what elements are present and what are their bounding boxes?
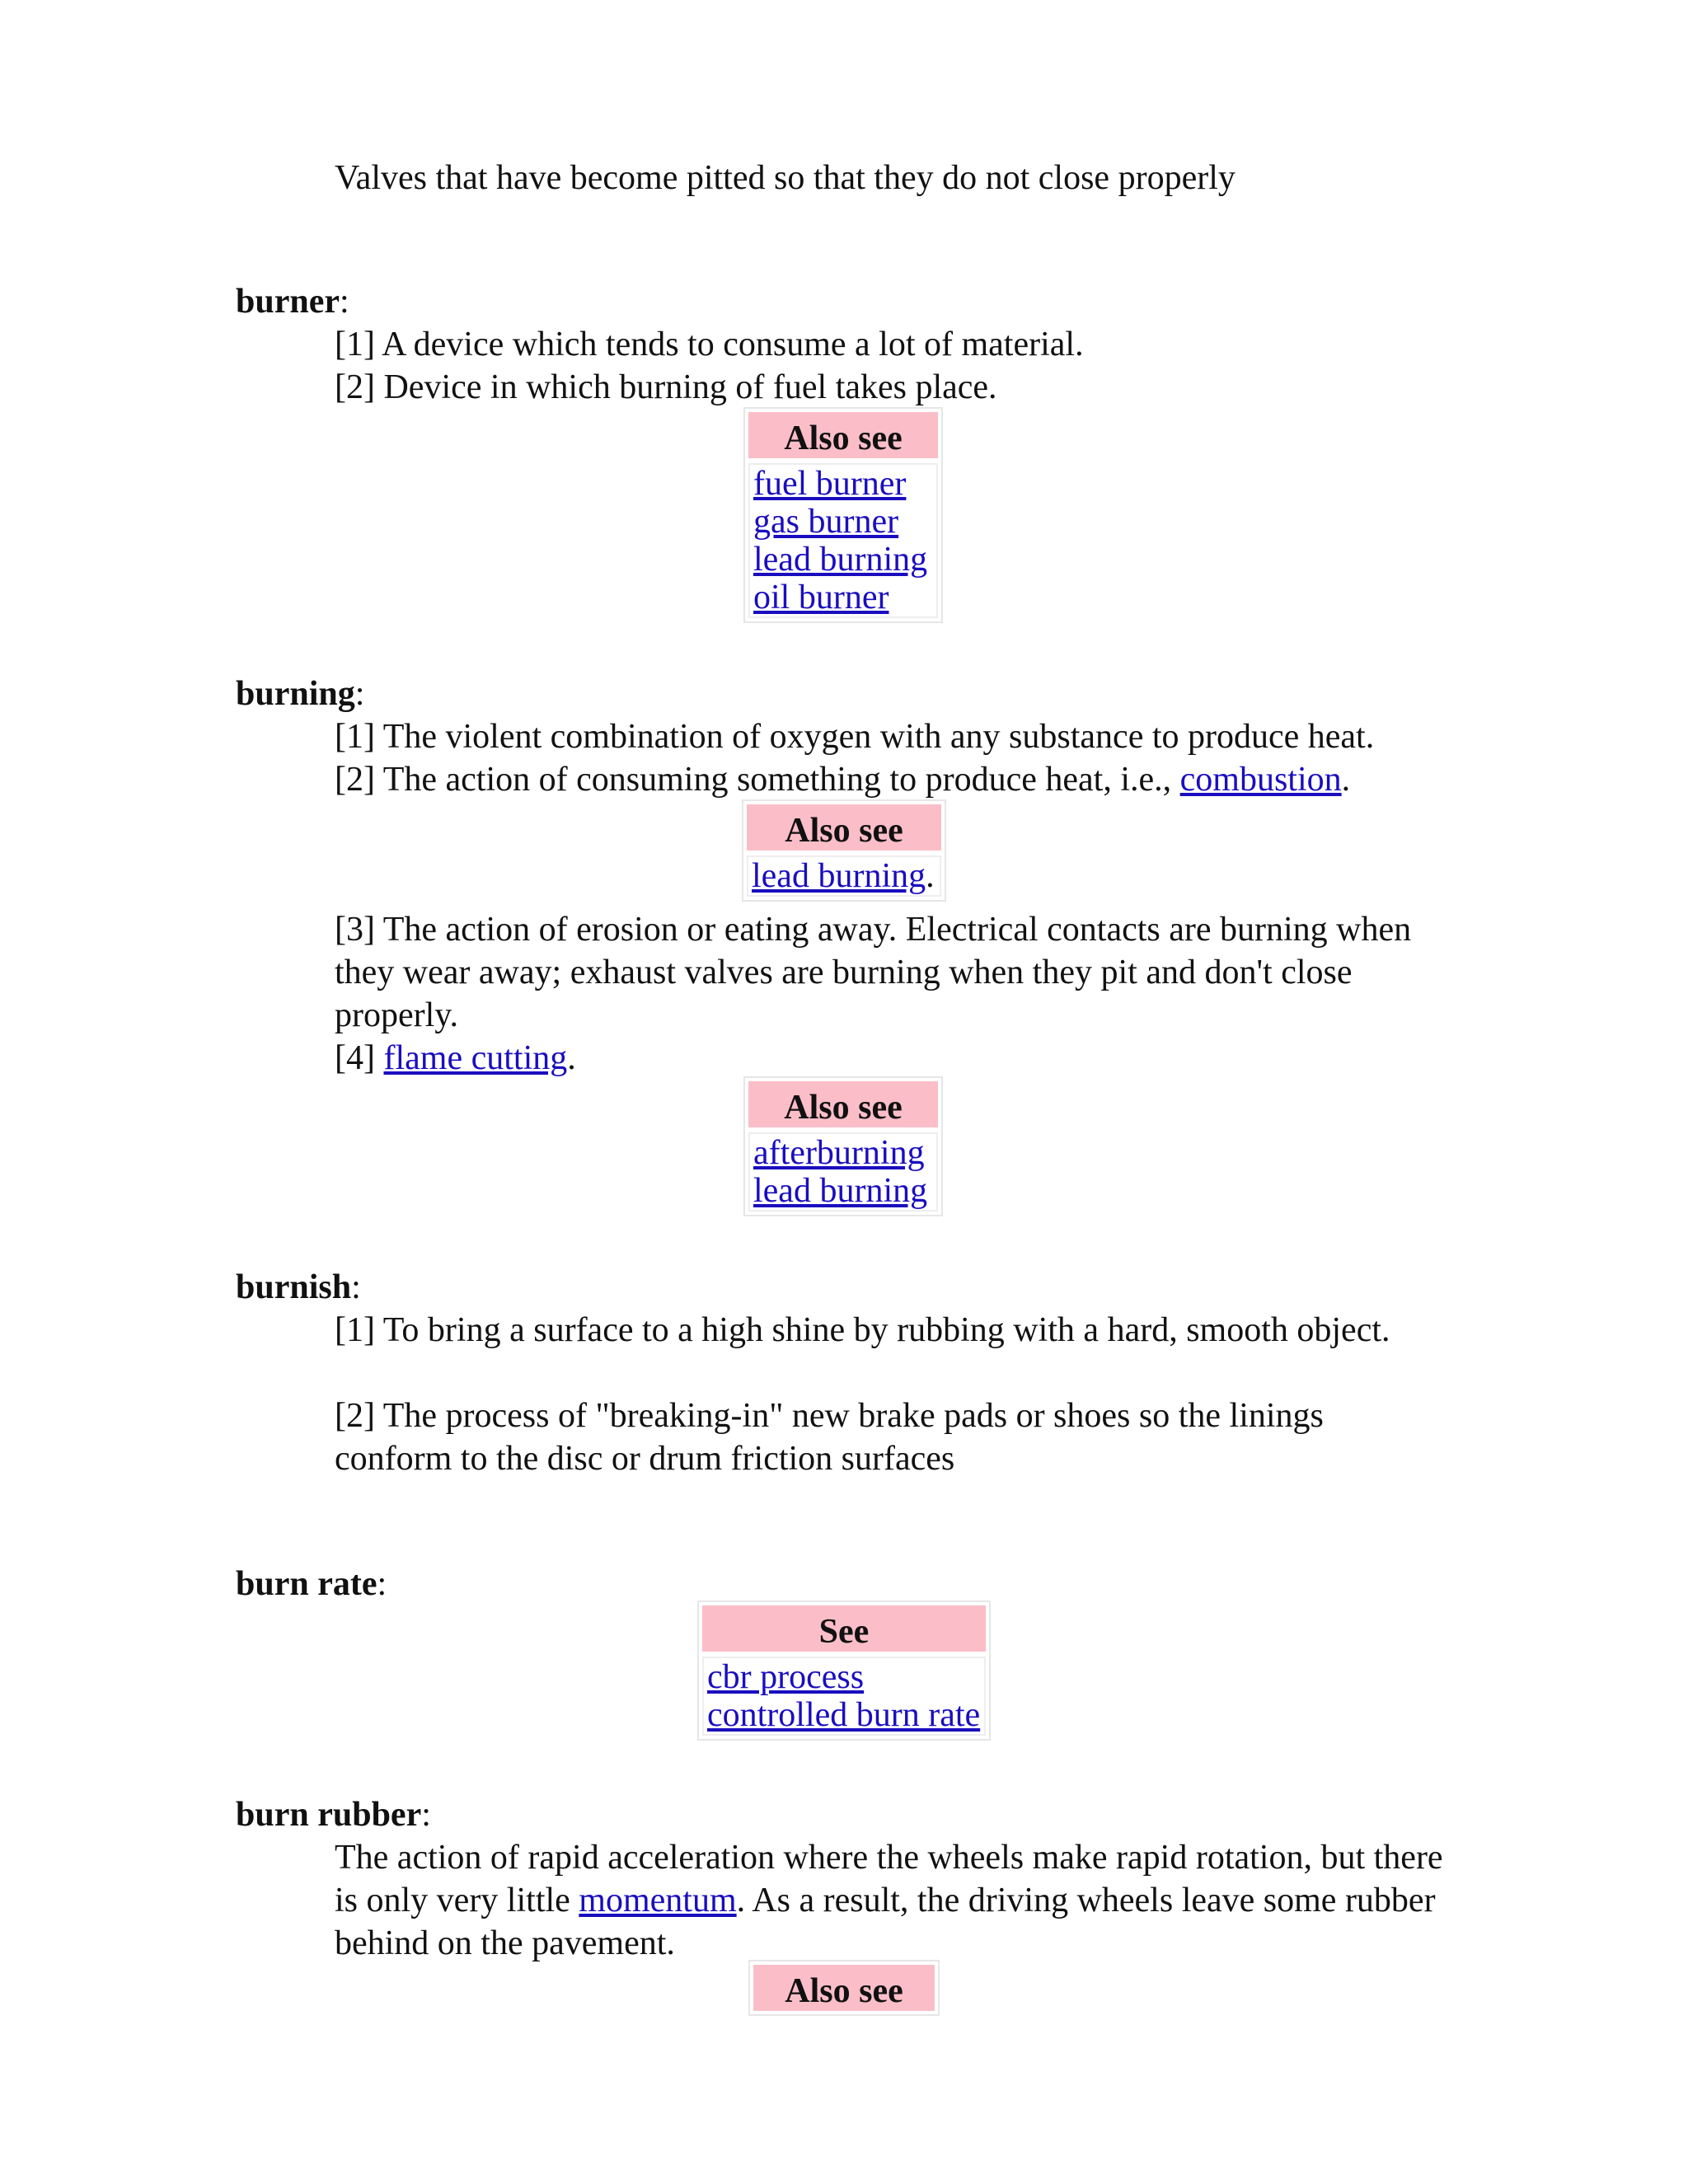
link-momentum[interactable]: momentum xyxy=(579,1882,737,1919)
burn-rubber-def-suffix: . As a result, the driving wheels leave some rubber behind on the pavement. xyxy=(335,1882,1436,1962)
burner-def-2: [2] Device in which burning of fuel takes place. xyxy=(335,368,997,406)
burning-def-2 xyxy=(335,758,1472,801)
burnish-def-1: [1] To bring a surface to a high shine by rubbing with a hard, smooth object. xyxy=(335,1311,1390,1349)
burner-def-1: [1] A device which tends to consume a lot of material. xyxy=(335,326,1084,363)
term-label: burn rate xyxy=(236,1565,377,1603)
burn-rubber-def xyxy=(335,1836,1464,1965)
burn-rubber-also-see-box xyxy=(748,1960,940,2016)
term-burnish xyxy=(236,1266,361,1309)
term-label: burning xyxy=(236,675,355,713)
link-afterburning[interactable]: afterburning xyxy=(753,1134,925,1172)
burning-def-4-prefix: [4] xyxy=(335,1039,384,1077)
burning-def-4 xyxy=(335,1037,1472,1080)
term-colon: : xyxy=(421,1796,431,1834)
term-burning xyxy=(236,673,364,715)
also-see-header: Also see xyxy=(753,1965,935,2011)
link-fuel-burner[interactable]: fuel burner xyxy=(753,465,907,503)
term-burn-rubber xyxy=(236,1793,431,1836)
see-list xyxy=(702,1657,986,1736)
burning-also-see-box-1 xyxy=(742,799,946,902)
burning-def-1: [1] The violent combination of oxygen with any substance to produce heat. xyxy=(335,718,1375,756)
link-lead-burning[interactable]: lead burning xyxy=(753,541,928,579)
burning-also-see-box-2 xyxy=(743,1076,943,1216)
see-header: See xyxy=(702,1605,986,1652)
burn-rubber-def-text: The action of rapid acceleration where the wheels make rapid rotation, but there is only very little xyxy=(335,1839,1443,1919)
term-label: burner xyxy=(236,283,340,321)
also-see-header: Also see xyxy=(748,1081,938,1127)
term-burn-rate xyxy=(236,1563,387,1605)
term-label: burnish xyxy=(236,1268,352,1306)
also-see-list xyxy=(748,463,938,618)
link-lead-burning[interactable]: lead burning xyxy=(752,857,926,895)
intro-text: Valves that have become pitted so that they do not close properly xyxy=(335,159,1236,197)
also-see-header: Also see xyxy=(748,412,938,458)
link-gas-burner[interactable]: gas burner xyxy=(753,503,899,541)
term-colon: : xyxy=(354,675,365,713)
link-combustion[interactable]: combustion xyxy=(1179,761,1342,799)
term-colon: : xyxy=(340,283,349,321)
link-flame-cutting[interactable]: flame cutting xyxy=(383,1039,568,1077)
burn-rate-see-box xyxy=(697,1601,991,1741)
term-label: burn rubber xyxy=(236,1796,422,1834)
also-see-header: Also see xyxy=(747,804,941,851)
also-see-list xyxy=(747,855,941,897)
also-see-list xyxy=(748,1132,938,1212)
term-colon: : xyxy=(351,1268,361,1306)
burning-def-4-suffix: . xyxy=(567,1039,576,1077)
link-controlled-burn-rate[interactable]: controlled burn rate xyxy=(707,1696,981,1734)
link-cbr-process[interactable]: cbr process xyxy=(707,1658,865,1696)
term-burner xyxy=(236,280,349,323)
burning-def-2-text: [2] The action of consuming something to produce heat, i.e., xyxy=(335,761,1180,799)
link-lead-burning[interactable]: lead burning xyxy=(753,1172,928,1210)
burning-def-3: [3] The action of erosion or eating away. Electrical contacts are burning when they wear away; exhaust valves are burning when they pit and don't close properly. xyxy=(335,911,1412,1034)
burning-def-2-suffix: . xyxy=(1341,761,1351,799)
term-colon: : xyxy=(377,1565,387,1603)
burnish-def-2: [2] The process of "breaking-in" new brake pads or shoes so the linings conform to the disc or drum friction surfaces xyxy=(335,1397,1324,1478)
also-see-suffix: . xyxy=(926,857,935,895)
link-oil-burner[interactable]: oil burner xyxy=(753,579,889,616)
burner-also-see-box xyxy=(743,407,943,623)
